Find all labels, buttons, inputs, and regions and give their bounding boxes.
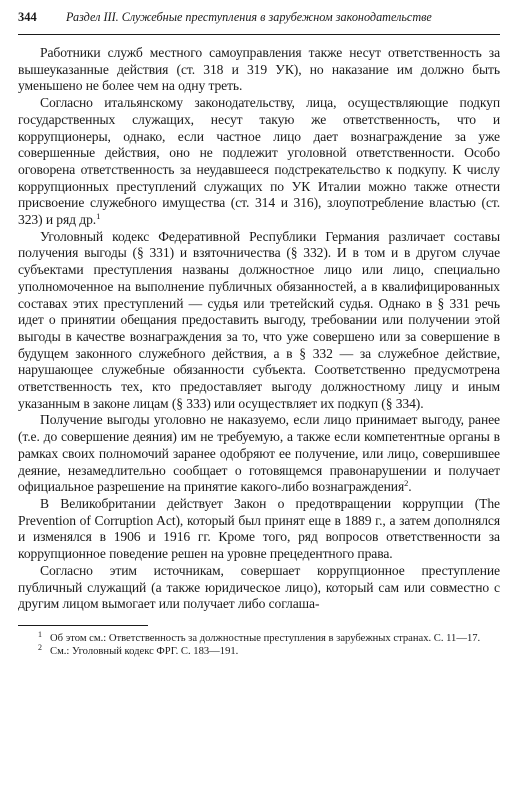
running-title: Раздел III. Служебные преступления в зарубежном законодательстве: [66, 10, 432, 24]
paragraph: Получение выгоды уголовно не наказуемо, если лицо принимает выгоду, ранее (т.е. до совершение деяния) им не требуемую, а также если компетентные органы в рамках своих полномочий заранее одобряют ее получение, или лицо, совершившее деяние, незамедлительно сообщает о готовящемся правонарушении и получает официальное разрешение на принятие какого-либо вознаграждения$^2$.: [18, 412, 500, 495]
footnote: $^2$ См.: Уголовный кодекс ФРГ. С. 183—191.: [38, 643, 239, 658]
footnotes: [18, 629, 500, 658]
footnote-ref: 1: [96, 211, 101, 222]
page-number: 344: [18, 10, 37, 24]
paragraph: Работники служб местного самоуправления также несут ответственность за вышеуказанные действия (ст. 318 и 319 УК), но наказание им должно быть уменьшено не более чем на одну треть.: [18, 45, 500, 94]
footnote-separator: [18, 625, 148, 626]
header-rule: [18, 34, 500, 35]
paragraph: Уголовный кодекс Федеративной Республики Германия различает составы получения выгоды (§ 331) и взяточничества (§ 332). И в том и в другом случае субъектами преступления названы должностное лицо или лицо, специально уполномоченное на выполнение публичных обязанностей, а в квалифицированных составах этих преступлений — судья или третейский судья. Однако в § 331 речь идет о принятии обещания предоставить выгоду, требовании или получении этой выгоды в качестве вознаграждения за то, что уже совершено или за совершение в будущем законного служебного действия, а в § 332 — за служебное действие, нарушающее служебные обязанности субъекта. Соответственно предусмотрена ответственность тех, кто предоставляет выгоду должностному лицу и иным указанным в законе лицам (§ 333) или осуществляет их подкуп (§ 334).: [18, 228, 500, 411]
paragraph: В Великобритании действует Закон о предотвращении коррупции (The Prevention of Corruption Act), который был принят еще в 1889 г., а затем дополнялся и изменялся в 1906 и 1916 гг. Кроме того, ряд вопросов ответственности за коррупционное поведение решен на уровне прецедентного права.: [18, 495, 500, 562]
body-text: [18, 45, 500, 613]
paragraph: Согласно итальянскому законодательству, лица, осуществляющие подкуп государственных служащих, несут такую же ответственность, что и коррупционеры, однако, если частное лицо дает вознаграждение за уже совершенные действия, оно не подлежит уголовной ответственности. Особо оговорена ответственность за неудавшееся подстрекательство к подкупу. К числу коррупционных преступлений служащих по УК Италии можно также отнести присвоение служебного имущества (ст. 314 и 316), злоупотребление властью (ст. 323) и ряд др.$^1$: [18, 95, 500, 228]
page-header: [18, 10, 500, 28]
footnote: $^1$ Об этом см.: Ответственность за должностные преступления в зарубежных странах. С. 11—17.: [38, 629, 481, 644]
footnote-ref: 2: [404, 478, 409, 489]
paragraph: Согласно этим источникам, совершает коррупционное преступление публичный служащий (а также юридическое лицо), который сам или совместно с другим лицом вымогает или получает либо соглаша-: [18, 562, 500, 612]
